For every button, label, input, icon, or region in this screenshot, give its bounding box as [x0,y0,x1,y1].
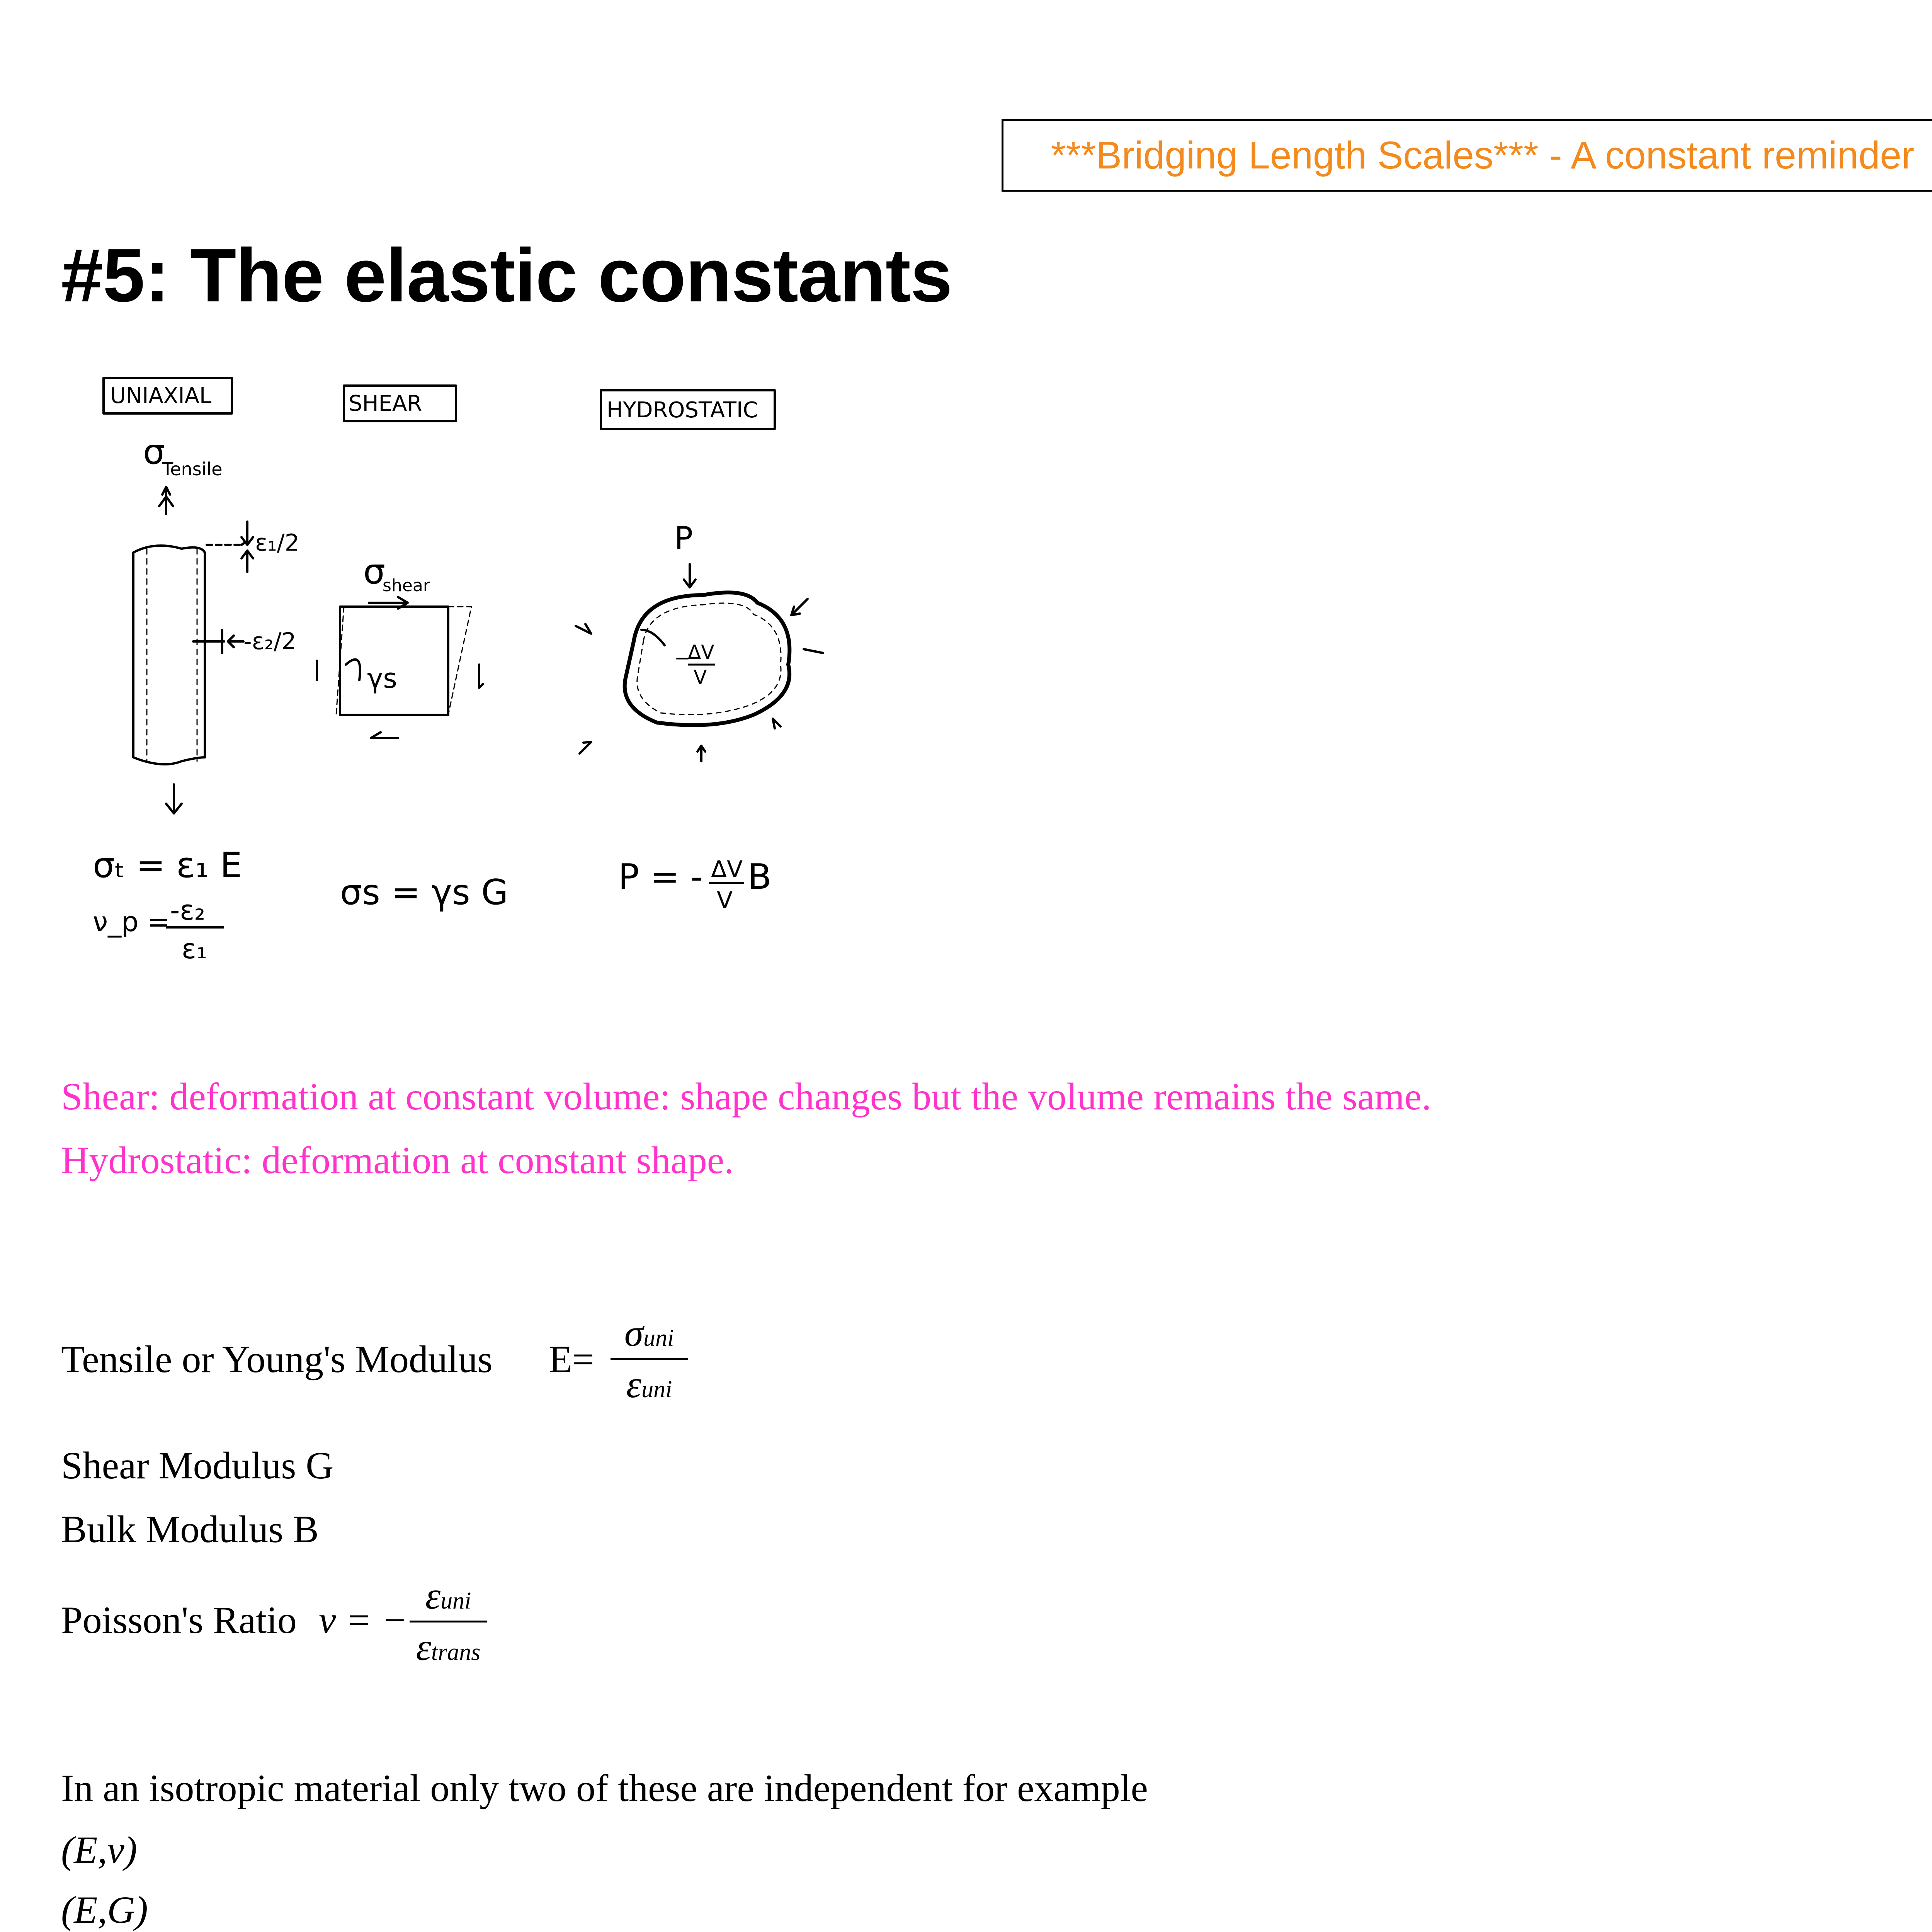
eps1-half-label: ε₁/2 [255,529,299,556]
uniaxial-eq1: σₜ = ε₁ E [93,845,242,886]
sigma-tensile-sub: Tensile [162,459,223,480]
eps2-arrow [228,636,243,647]
shear-arrow-bottom [371,732,398,738]
bar-top-edge [133,546,205,553]
arrow-down-bottom [166,784,182,813]
youngs-label: Tensile or Young's Modulus [61,1338,493,1381]
youngs-den-sub: uni [641,1376,672,1403]
hydro-dv-den: V [694,666,707,689]
eps2-half-label: -ε₂/2 [243,628,296,655]
pair-e-g: (E,G) [61,1888,148,1931]
bulk-modulus-label: Bulk Modulus B [61,1508,319,1551]
elastic-sketch [0,348,927,1005]
uniaxial-eq2-num: -ε₂ [170,895,206,926]
gamma-s-label: γs [367,663,397,694]
shear-eq: σs = γs G [340,872,509,913]
shear-angle [346,660,360,680]
hydro-arrow-bottomleft [580,742,591,753]
poisson-den-sub: trans [431,1639,481,1665]
eps1-arrow-down [242,522,253,545]
sigma-shear-symbol: σ [363,551,386,592]
hydro-arrow-right [804,649,823,653]
shear-label: SHEAR [349,391,422,416]
eps1-arrow-up [242,551,253,572]
youngs-fraction [611,1311,688,1406]
hydro-arrow-bottom [697,746,705,761]
uniaxial-label: UNIAXIAL [110,383,212,408]
reminder-text: ***Bridging Length Scales*** - A constant reminder [1051,133,1915,177]
pair-e-nu: (E,ν) [61,1828,138,1871]
hydro-eq-lhs: P = - [618,857,703,897]
note-shear: Shear: deformation at constant volume: shape changes but the volume remains the same. [61,1075,1432,1118]
poisson-fraction [410,1574,487,1668]
isotropic-intro: In an isotropic material only two of these are independent for example [61,1767,1148,1810]
youngs-den: ε [626,1363,642,1406]
shear-modulus-label: Shear Modulus G [61,1444,334,1487]
pressure-label: P [674,520,693,556]
poisson-den: ε [416,1626,431,1668]
hydro-pointer [641,630,665,645]
uniaxial-eq2-den: ε₁ [182,933,207,965]
hydro-eq-den: V [717,887,733,914]
hydro-arrow-bottomright [773,719,781,728]
uniaxial-eq2-lhs: ν_p = [93,906,170,938]
shear-dash-right [448,607,471,715]
hydro-arrow-top [684,564,696,587]
hydro-arrow-topright [791,599,808,615]
poisson-num-sub: uni [440,1588,471,1614]
youngs-num-sub: uni [643,1325,674,1351]
poisson-lhs: ν = − [319,1599,408,1641]
hydro-eq-rhs: B [748,857,772,897]
reminder-box [1002,119,1932,192]
hydro-eq-num: ΔV [711,856,743,883]
youngs-num: σ [624,1311,644,1354]
hydrostatic-label: HYDROSTATIC [607,398,758,423]
youngs-lhs: E= [549,1338,594,1381]
poisson-label: Poisson's Ratio [61,1599,297,1641]
hydro-dv-num: ΔV [688,641,714,663]
arrow-up [159,497,173,514]
note-hydrostatic: Hydrostatic: deformation at constant shape. [61,1139,734,1182]
sigma-shear-sub: shear [383,576,430,595]
shear-arrow-right [479,665,483,688]
hydro-arrow-left [576,624,591,634]
page-title: #5: The elastic constants [61,233,952,318]
poisson-num: ε [425,1574,441,1617]
hydro-minus: − [674,647,690,669]
eps1-guide [207,541,247,545]
sigma-tensile-symbol: σ [143,432,165,472]
bar-bottom-edge [133,757,205,764]
